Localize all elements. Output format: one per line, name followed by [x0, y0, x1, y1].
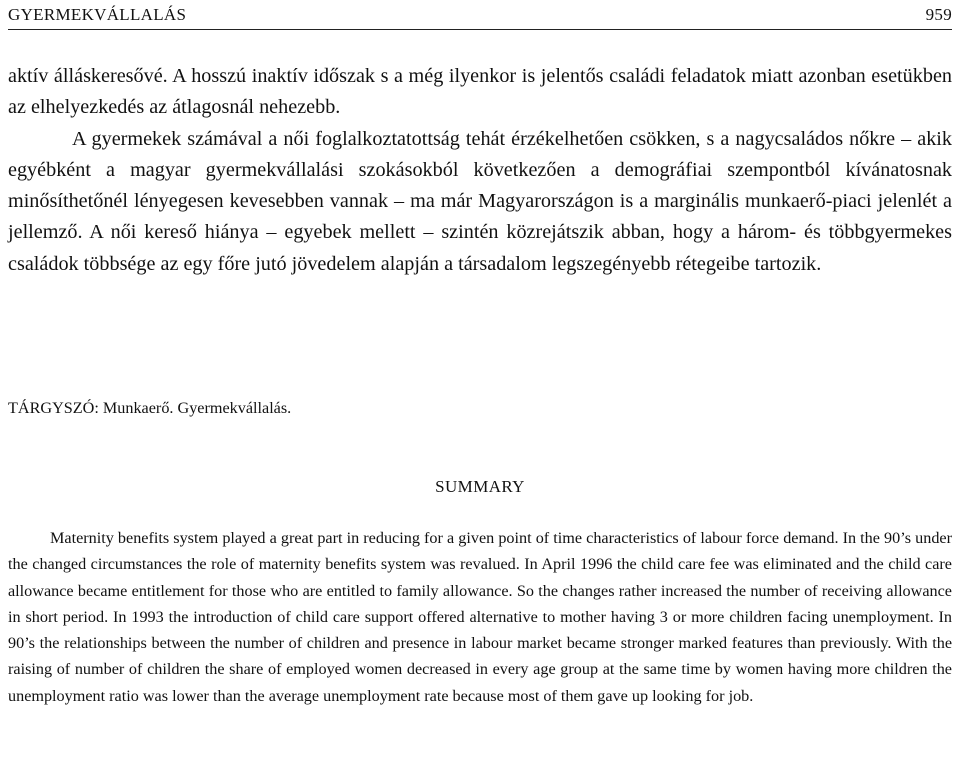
keywords-line: TÁRGYSZÓ: Munkaerő. Gyermekvállalás. — [8, 399, 292, 417]
running-header — [8, 4, 952, 26]
header-rule — [8, 29, 952, 30]
summary-paragraph: Maternity benefits system played a great part in reducing for a given point of time characteristics of labour force demand. In the 90’s under the changed circumstances the role of maternity benefits system was revalued. In April 1996 the child care fee was eliminated and the child care allowance became entitlement for those who are entitled to family allowance. So the changes rather increased the number of receiving allowance in short period. In 1993 the introduction of child care support offered alternative to mother having 3 or more children facing unemployment. In 90’s the relationships between the number of children and presence in labour market became stronger marked features than previously. With the raising of number of children the share of employed women decreased in every age group at the same time by women having more children the unemployment ratio was lower than the average unemployment rate because most of them gave up looking for job. — [8, 529, 952, 705]
running-title: GYERMEKVÁLLALÁS — [8, 5, 187, 24]
summary-heading: SUMMARY — [435, 477, 525, 496]
body-paragraph: A gyermekek számával a női foglalkoztatottság tehát érzékelhetően csökken, s a nagycsaládos nőkre – akik egyébként a magyar gyermekvállalási szokásokból következően a demográfiai szempontból kívánatosnak minősíthetőnél lényegesen kevesebben vannak – ma már Magyarországon is a marginális munkaerő-piaci jelenlét a jellemző. A női kereső hiánya – egyebek mellett – szintén közrejátszik abban, hogy a három- és többgyermekes családok többsége az egy főre jutó jövedelem alapján a társadalom legszegényebb rétegeibe tartozik. — [8, 127, 952, 275]
document-page — [8, 0, 952, 763]
body-paragraph: aktív álláskeresővé. A hosszú inaktív időszak s a még ilyenkor is jelentős családi feladatok miatt azonban esetükben az elhelyezkedés az átlagosnál nehezebb. — [8, 65, 952, 119]
body-text — [8, 61, 952, 280]
page-number: 959 — [925, 5, 952, 24]
